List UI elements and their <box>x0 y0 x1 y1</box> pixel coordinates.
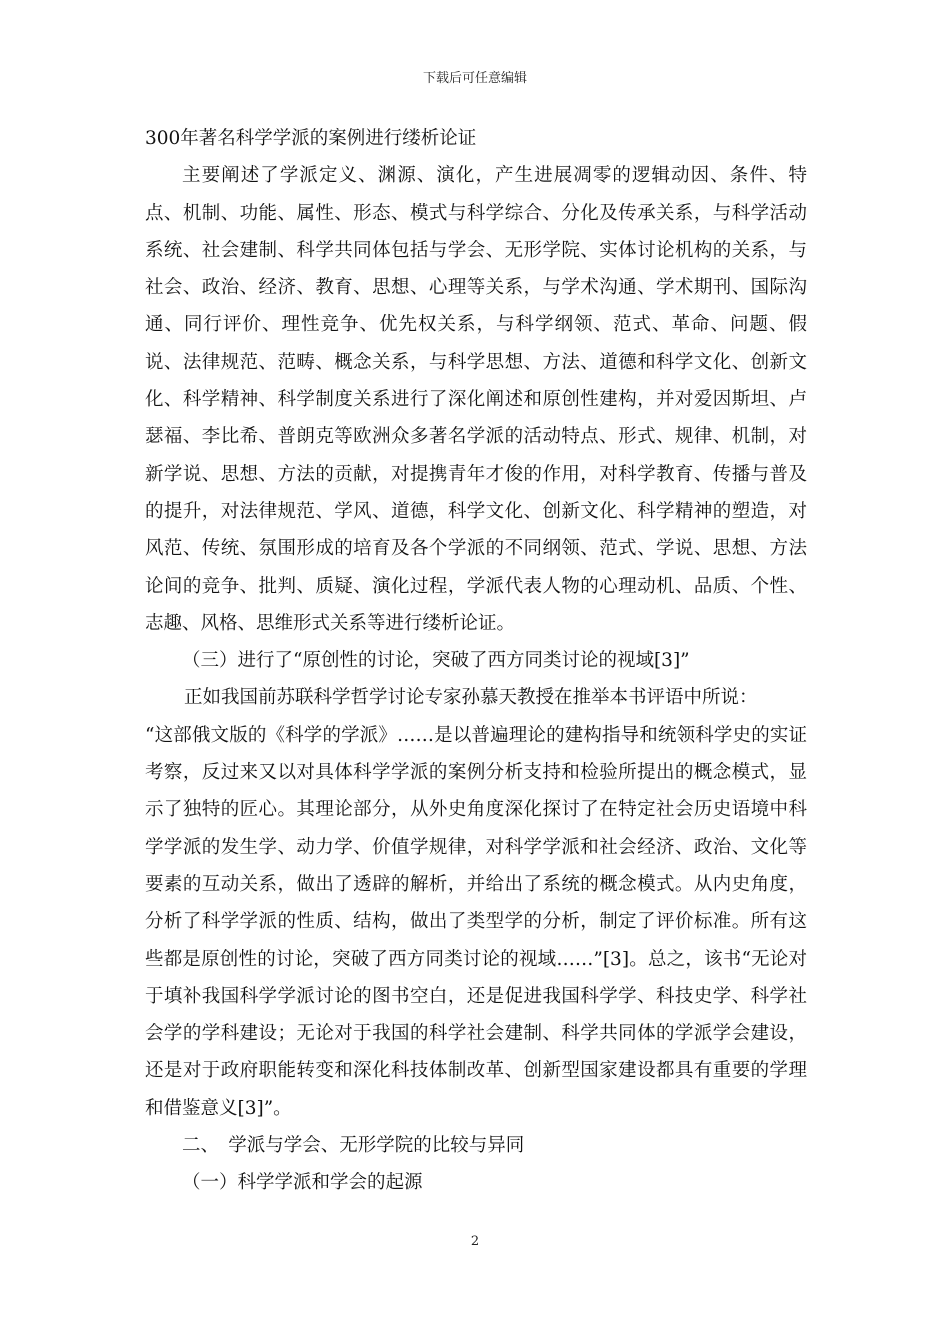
paragraph-quote-intro: 正如我国前苏联科学哲学讨论专家孙慕天教授在推举本书评语中所说： <box>184 687 758 709</box>
paragraph-main-content: 主要阐述了学派定义、渊源、演化，产生进展凋零的逻辑动因、条件、特点、机制、功能、属性、形态、模式与科学综合、分化及传承关系，与科学活动系统、社会建制、科学共同体包括与学会、无形学院、实体讨论机构的关系，与社会、政治、经济、教育、思想、心理等关系，与学术沟通、学术期刊、国际沟通、同行评价、理性竞争、优先权关系，与科学纲领、范式、革命、问题、假说、法律规范、范畴、概念关系，与科学思想、方法、道德和科学文化、创新文化、科学精神、科学制度关系进行了深化阐述和原创性建构，并对爱因斯坦、卢瑟福、李比希、普朗克等欧洲众多著名学派的活动特点、形式、规律、机制，对新学说、思想、方法的贡献，对提携青年才俊的作用，对科学教育、传播与普及的提升，对法律规范、学风、道德，科学文化、创新文化、科学精神的塑造，对风范、传统、氛围形成的培育及各个学派的不同纲领、范式、学说、思想、方法论间的竞争、批判、质疑、演化过程，学派代表人物的心理动机、品质、个性、志趣、风格、思维形式关系等进行缕析论证。 <box>145 165 807 634</box>
paragraph-continuation: 300年著名科学学派的案例进行缕析论证 <box>145 128 477 149</box>
section-heading-originality: （三）进行了“原创性的讨论，突破了西方同类讨论的视域[3]” <box>182 650 690 672</box>
page-header: 下载后可任意编辑 <box>422 71 527 86</box>
page-number: 2 <box>470 1234 480 1249</box>
document-body <box>145 120 807 1202</box>
section-heading-2: 二、 学派与学会、无形学院的比较与异同 <box>182 1135 525 1157</box>
subsection-heading-origin: （一）科学学派和学会的起源 <box>182 1172 423 1194</box>
paragraph-quote: “这部俄文版的《科学的学派》……是以普遍理论的建构指导和统领科学史的实证考察，反过来又以对具体科学学派的案例分析支持和检验所提出的概念模式，显示了独特的匠心。其理论部分，从外史角度深化探讨了在特定社会历史语境中科学学派的发生学、动力学、价值学规律，对科学学派和社会经济、政治、文化等要素的互动关系，做出了透辟的解析，并给出了系统的概念模式。从内史角度，分析了科学学派的性质、结构，做出了类型学的分析，制定了评价标准。所有这些都是原创性的讨论，突破了西方同类讨论的视域……”[3]。总之，该书“无论对于填补我国科学学派讨论的图书空白，还是促进我国科学学、科技史学、科学社会学的学科建设；无论对于我国的科学社会建制、科学共同体的学派学会建设，还是对于政府职能转变和深化科技体制改革、创新型国家建设都具有重要的学理和借鉴意义[3]”。 <box>145 724 807 1119</box>
